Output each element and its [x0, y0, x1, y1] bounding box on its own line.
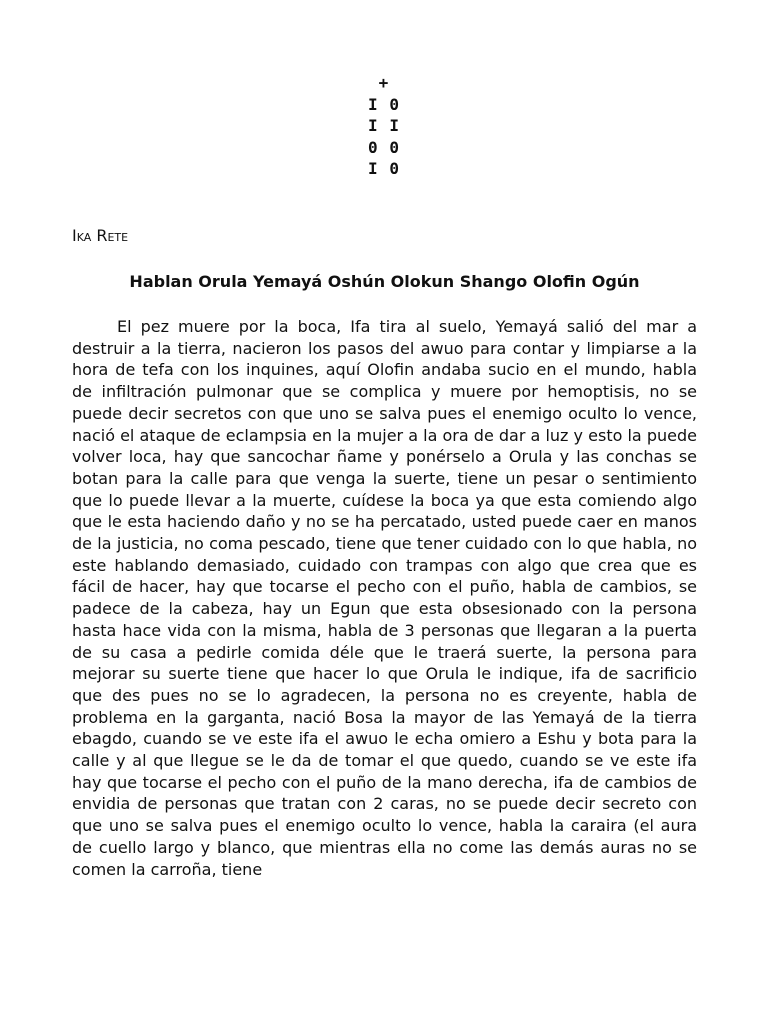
odu-sign-row: 0 0 [368, 137, 400, 157]
odu-sign-mark: + [378, 73, 390, 92]
speakers-heading: Hablan Orula Yemayá Oshún Olokun Shango Olofin Ogún [129, 272, 640, 291]
body-paragraph: El pez muere por la boca, Ifa tira al suelo, Yemayá salió del mar a destruir a la tierra, nacieron los pasos del awuo para contar y limpiarse a la hora de tefa con los inquines, aquí Olofin andaba sucio en el mundo, habla de infiltración pulmonar que se complica y muere por hemoptisis, no se puede decir secretos con que uno se salva pues el enemigo oculto lo vence, nació el ataque de eclampsia en la mujer a la ora de dar a luz y esto la puede volver loca, hay que sancochar ñame y ponérselo a Orula y las conchas se botan para la calle para que venga la suerte, tiene un pesar o sentimiento que lo puede llevar a la muerte, cuídese la boca ya que esta comiendo algo que le esta haciendo daño y no se ha percatado, usted puede caer en manos de la justicia, no coma pescado, tiene que tener cuidado con lo que habla, no este hablando demasiado, cuidado con trampas con algo que crea que es fácil de hacer, hay que tocarse el pecho con el puño, habla de cambios, se padece de la cabeza, hay un Egun que esta obsesionado con la persona hasta hace vida con la misma, habla de 3 personas que llegaran a la puerta de su casa a pedirle comida déle que le traerá suerte, la persona para mejorar su suerte tiene que hacer lo que Orula le indique, ifa de sacrificio que des pues no se lo agradecen, la persona no es creyente, habla de problema en la garganta, nació Bosa la mayor de las Yemayá de la tierra ebagdo, cuando se ve este ifa el awuo le echa omiero a Eshu y bota para la calle y al que llegue se le da de tomar el que quedo, cuando se ve este ifa hay que tocarse el pecho con el puño de la mano derecha, ifa de cambios de envidia de personas que tratan con 2 caras, no se puede decir secreto con que uno se salva pues el enemigo oculto lo vence, habla la caraira (el aura de cuello largo y blanco, que mientras ella no come las demás auras no se comen la carroña, tiene [72, 317, 697, 879]
odu-sign [0, 72, 768, 180]
odu-name-heading: Ika Rete [72, 226, 129, 245]
odu-sign-row: I I [368, 116, 400, 135]
odu-sign-row: I 0 [368, 94, 400, 114]
odu-sign-row: I 0 [368, 159, 400, 178]
